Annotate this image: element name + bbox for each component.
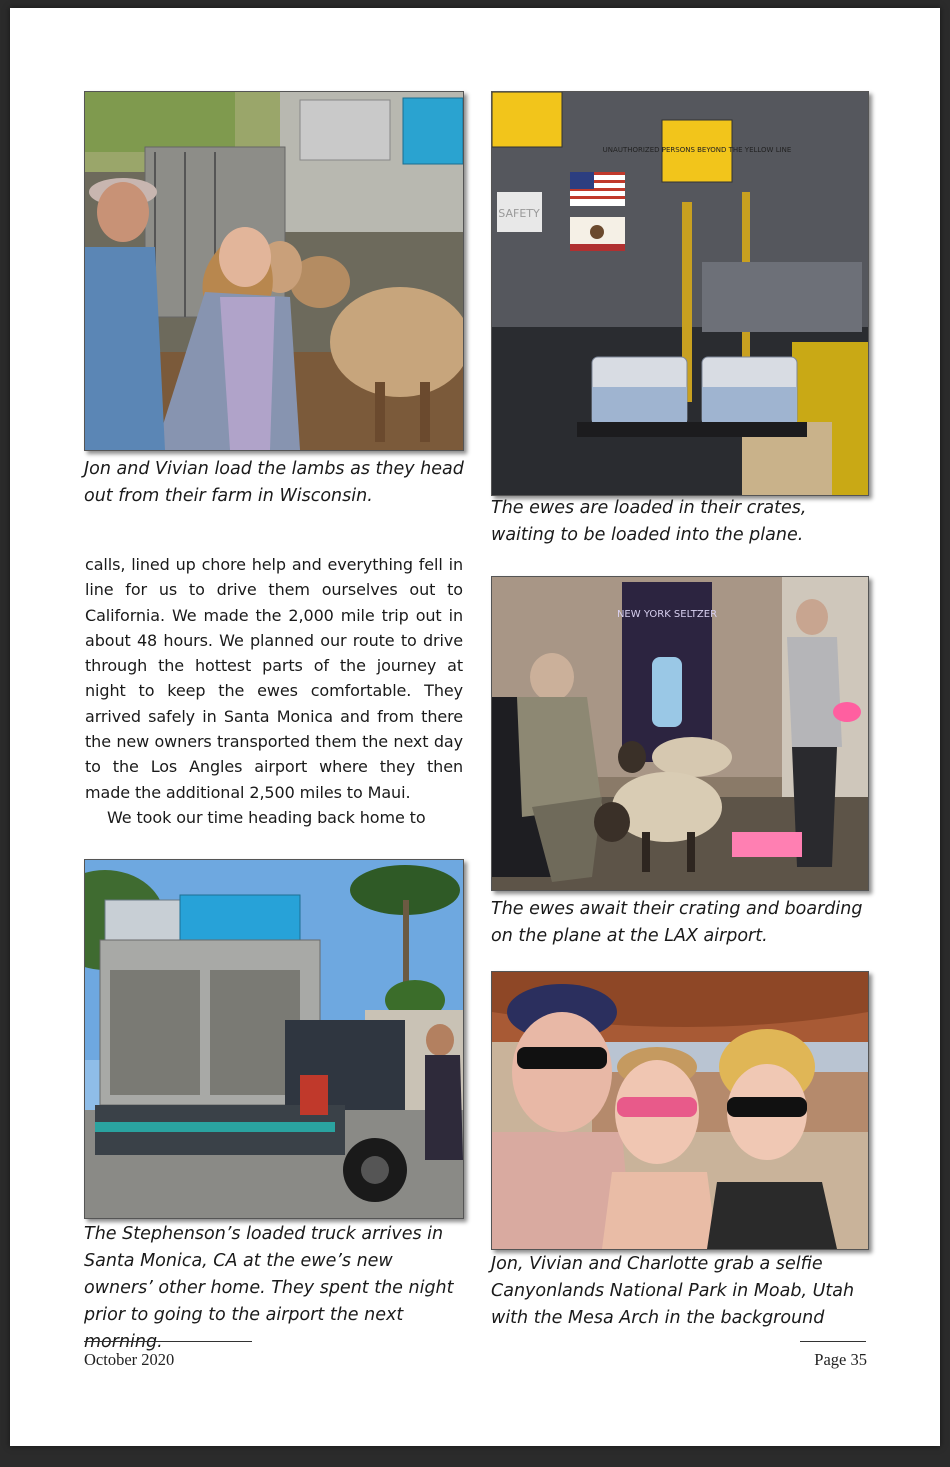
article-paragraph-2: We took our time heading back home to (107, 807, 426, 827)
footer-rule-right (800, 1341, 866, 1342)
footer-rule-left (84, 1341, 252, 1342)
footer-date: October 2020 (84, 1350, 175, 1369)
yellow-sign-text: UNAUTHORIZED PERSONS BEYOND THE YELLOW LINE (602, 146, 792, 154)
photo-ewes-lax (491, 576, 869, 891)
photo-truck-santa-monica (84, 859, 464, 1219)
article-paragraph-1: calls, lined up chore help and everything fell in line for us to drive them ourselves out to California. We made the 2,000 mile trip out in about 48 hours. We planned our route to drive through the hottest parts of the journey at night to keep the ewes comfortable. They arrived safely in Santa Monica and from there the new owners transported them the next day to the Los Angles airport where they then made the additional 2,500 miles to Maui. (85, 555, 463, 802)
caption-crates-airport: The ewes are loaded in their crates, waiting to be loaded into the plane. (491, 498, 807, 545)
photo-loading-lambs (84, 91, 464, 451)
caption-ewes-lax: The ewes await their crating and boarding on the plane at the LAX airport. (491, 899, 863, 946)
article-body (85, 552, 463, 830)
photo-crates-airport (491, 91, 869, 496)
footer-page-number: Page 35 (814, 1350, 867, 1369)
caption-selfie-mesa-arch: Jon, Vivian and Charlotte grab a selfie Canyonlands National Park in Moab, Utah with the Mesa Arch in the background (491, 1254, 855, 1328)
caption-truck-santa-monica: The Stephenson’s loaded truck arrives in Santa Monica, CA at the ewe’s new owners’ other home. They spent the night prior to going to the airport the next morning. (84, 1224, 454, 1352)
wall-sign-text: SAFETY (498, 207, 540, 220)
photo-selfie-mesa-arch (491, 971, 869, 1250)
magazine-page (10, 8, 940, 1446)
poster-text: NEW YORK SELTZER (616, 609, 718, 620)
caption-loading-lambs: Jon and Vivian load the lambs as they head out from their farm in Wisconsin. (84, 459, 464, 506)
